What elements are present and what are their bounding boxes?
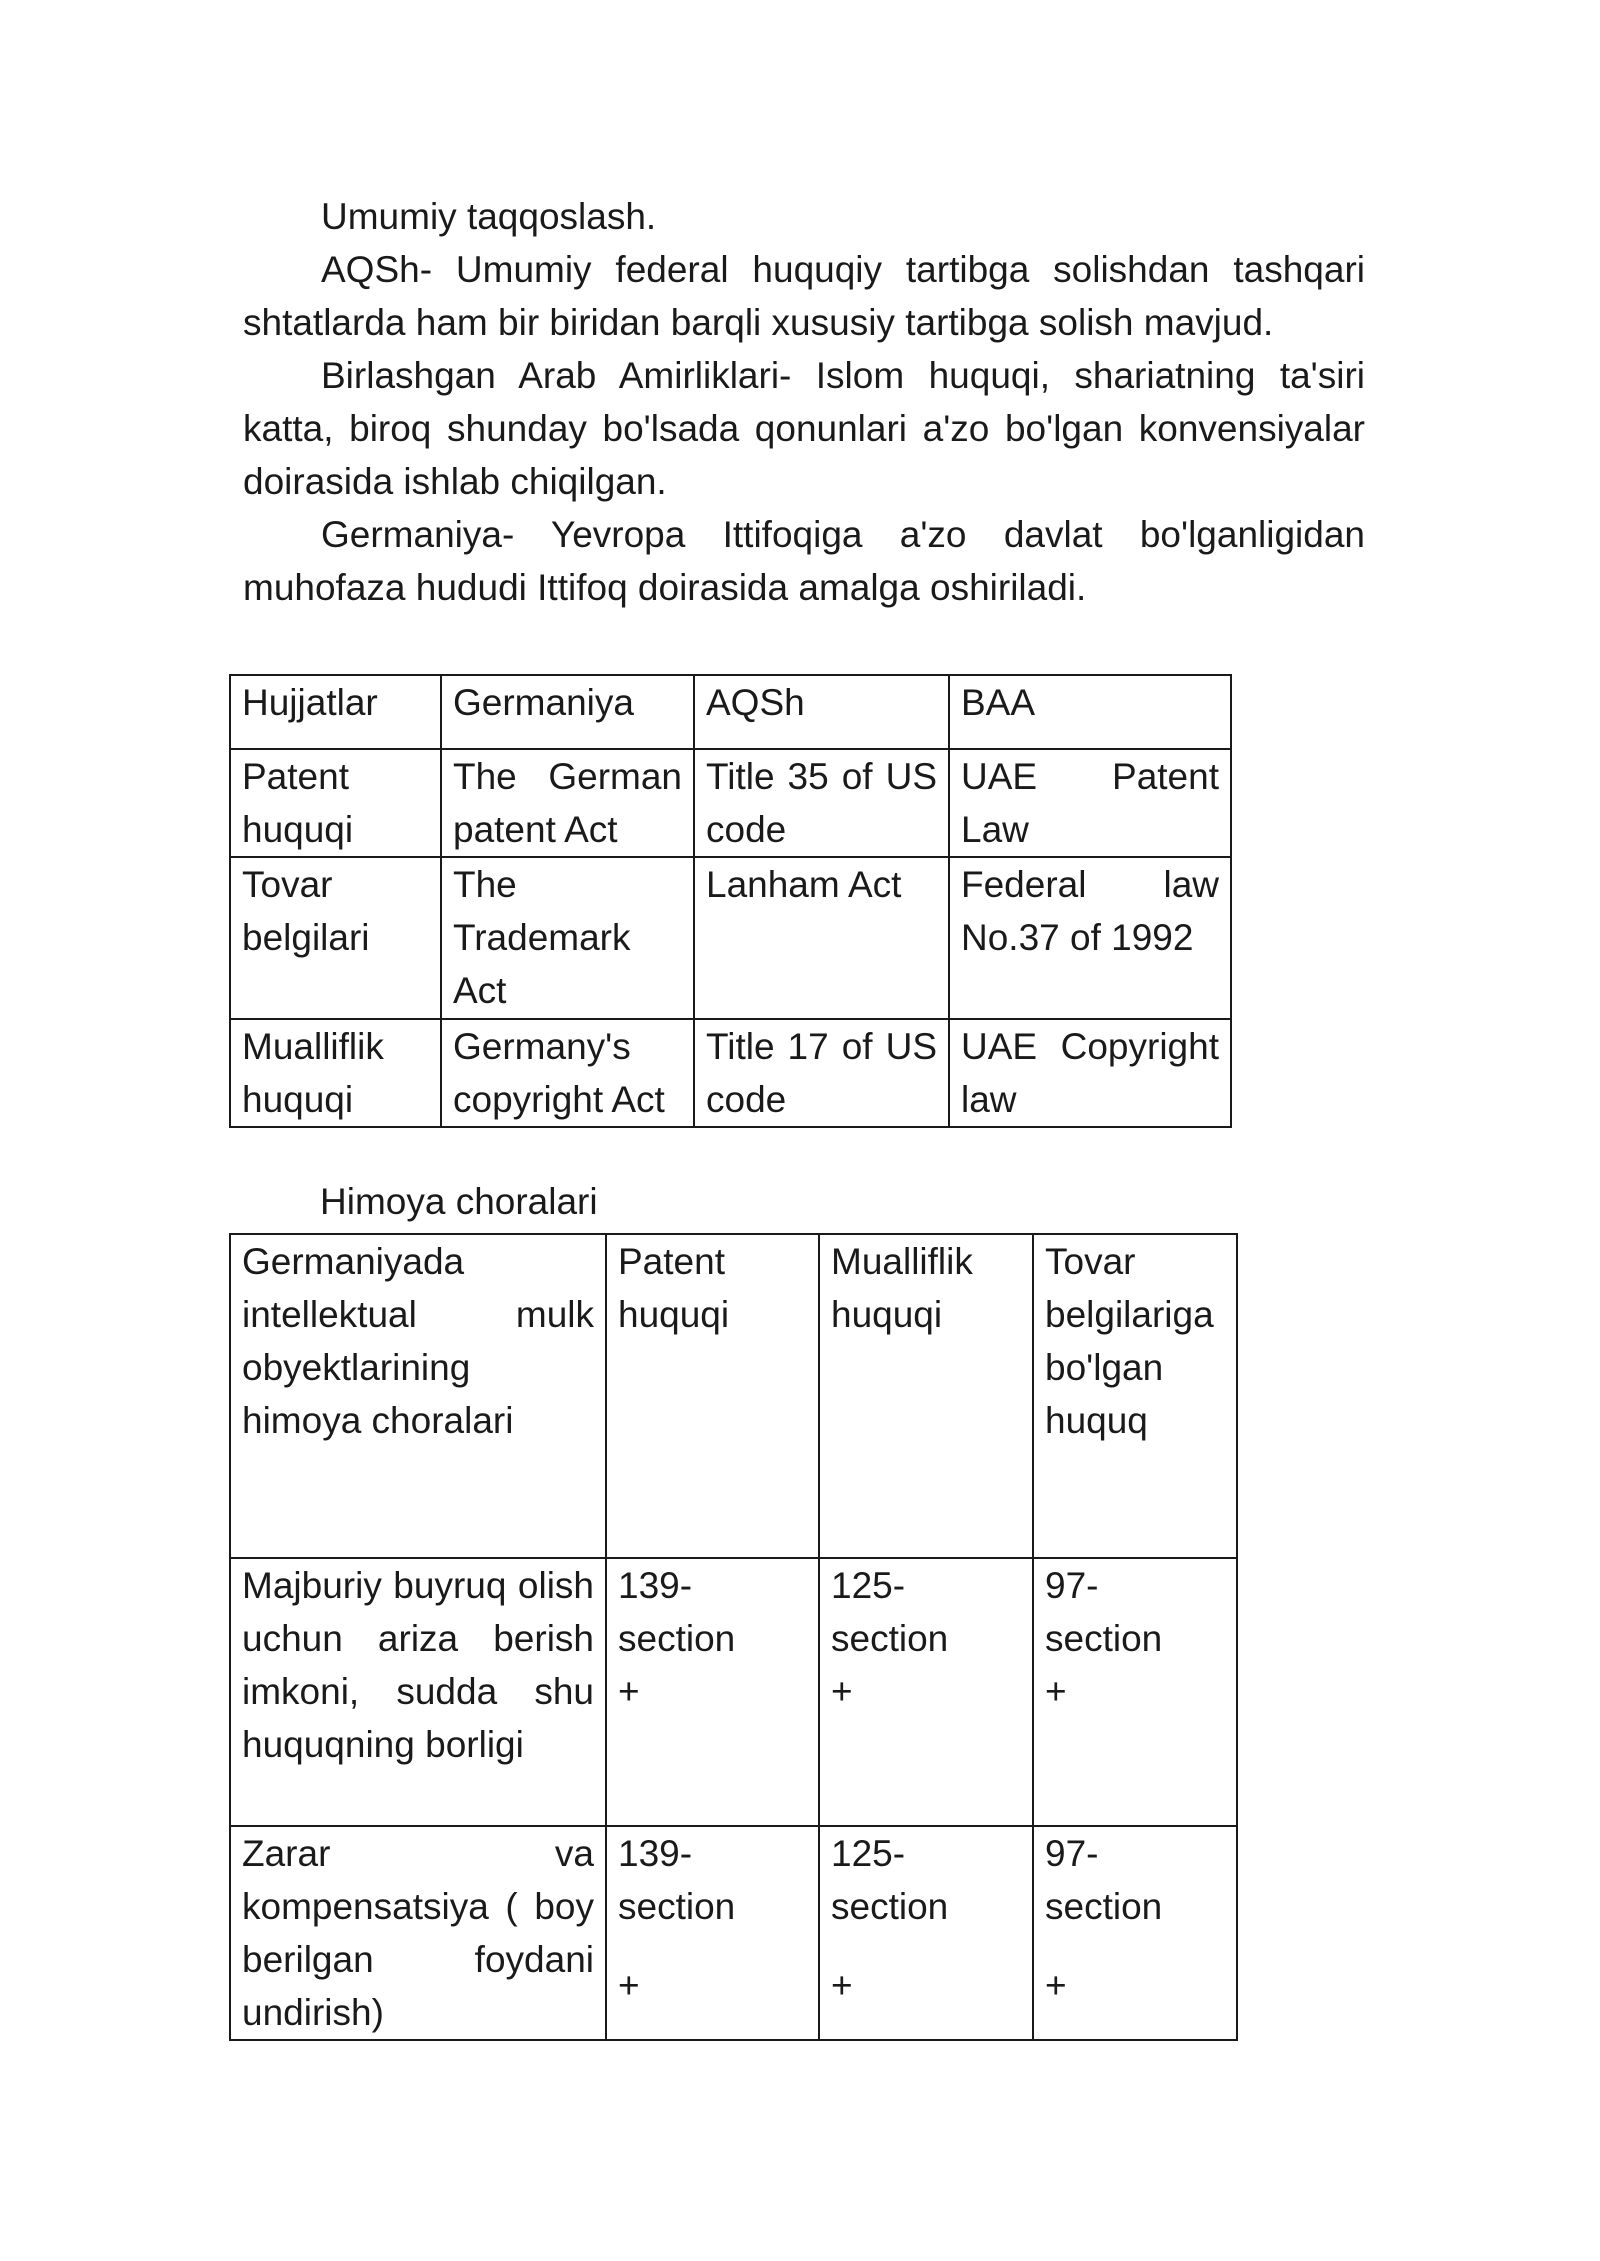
protection-header-cell: Germaniyada intellektual mulk obyektlarining himoya choralari [230,1234,606,1558]
protection-header-cell: Patent huquqi [606,1234,819,1558]
protection-table [229,1233,1238,2041]
protection-heading: Himoya choralari [320,1181,598,1222]
section-number: 97- [1045,1565,1099,1606]
table-row [230,1826,1237,2040]
plus-mark: + [618,1671,640,1712]
documents-header-cell: AQSh [694,675,949,749]
section-number: 97- [1045,1833,1099,1874]
measure-cell: Zarar va kompensatsiya ( boy berilgan foydani undirish) [230,1826,606,2040]
section-label: section [1045,1886,1163,1927]
section-label: section [831,1618,949,1659]
intro-paragraph-uae: Birlashgan Arab Amirliklari- Islom huquqi, shariatning ta'siri katta, biroq shunday bo'lsada qonunlari a'zo bo'lgan konvensiyalar doirasida ishlab chiqilgan. [243,355,1365,502]
table-cell: UAE Copyright law [949,1019,1231,1127]
section-number: 139- [618,1565,693,1606]
section-label: section [831,1886,949,1927]
section-cell [1033,1826,1237,2040]
table-row [230,1558,1237,1826]
intro-heading: Umumiy taqqoslash. [321,196,657,237]
table-row [230,749,1231,857]
table-cell: Title 17 of US code [694,1019,949,1127]
documents-header-cell: BAA [949,675,1231,749]
intro-paragraph-germany: Germaniya- Yevropa Ittifoqiga a'zo davlat bo'lganligidan muhofaza hududi Ittifoq doirasida amalga oshiriladi. [243,514,1365,608]
section-number: 125- [831,1833,906,1874]
table-cell: Title 35 of US code [694,749,949,857]
plus-mark: + [831,1671,853,1712]
table-cell: UAE Patent Law [949,749,1231,857]
plus-mark: + [1045,1965,1067,2006]
table-cell: Germany's copyright Act [441,1019,694,1127]
section-cell [1033,1558,1237,1826]
table-cell: The Trademark Act [441,857,694,1019]
section-label: section [618,1618,736,1659]
documents-header-cell: Hujjatlar [230,675,441,749]
plus-mark: + [1045,1671,1067,1712]
table-row [230,1019,1231,1127]
section-number: 125- [831,1565,906,1606]
intro-paragraph-usa: AQSh- Umumiy federal huquqiy tartibga solishdan tashqari shtatlarda ham bir biridan barqli xususiy tartibga solish mavjud. [243,249,1365,343]
documents-table [229,674,1232,1128]
intro-section [243,190,1365,614]
documents-table-header-row [230,675,1231,749]
section-cell [606,1558,819,1826]
table-cell: Federal law No.37 of 1992 [949,857,1231,1019]
table-cell: Tovar belgilari [230,857,441,1019]
table-cell: The German patent Act [441,749,694,857]
section-cell [606,1826,819,2040]
table-cell: Patent huquqi [230,749,441,857]
section-number: 139- [618,1833,693,1874]
plus-mark: + [831,1965,853,2006]
section-label: section [618,1886,736,1927]
documents-header-cell: Germaniya [441,675,694,749]
table-cell: Mualliflik huquqi [230,1019,441,1127]
protection-table-header-row [230,1234,1237,1558]
protection-header-cell: Tovar belgilariga bo'lgan huquq [1033,1234,1237,1558]
plus-mark: + [618,1965,640,2006]
table-cell: Lanham Act [694,857,949,1019]
protection-header-cell: Mualliflik huquqi [819,1234,1033,1558]
section-cell [819,1826,1033,2040]
section-label: section [1045,1618,1163,1659]
table-row [230,857,1231,1019]
section-cell [819,1558,1033,1826]
measure-cell: Majburiy buyruq olish uchun ariza berish imkoni, sudda shu huquqning borligi [230,1558,606,1826]
